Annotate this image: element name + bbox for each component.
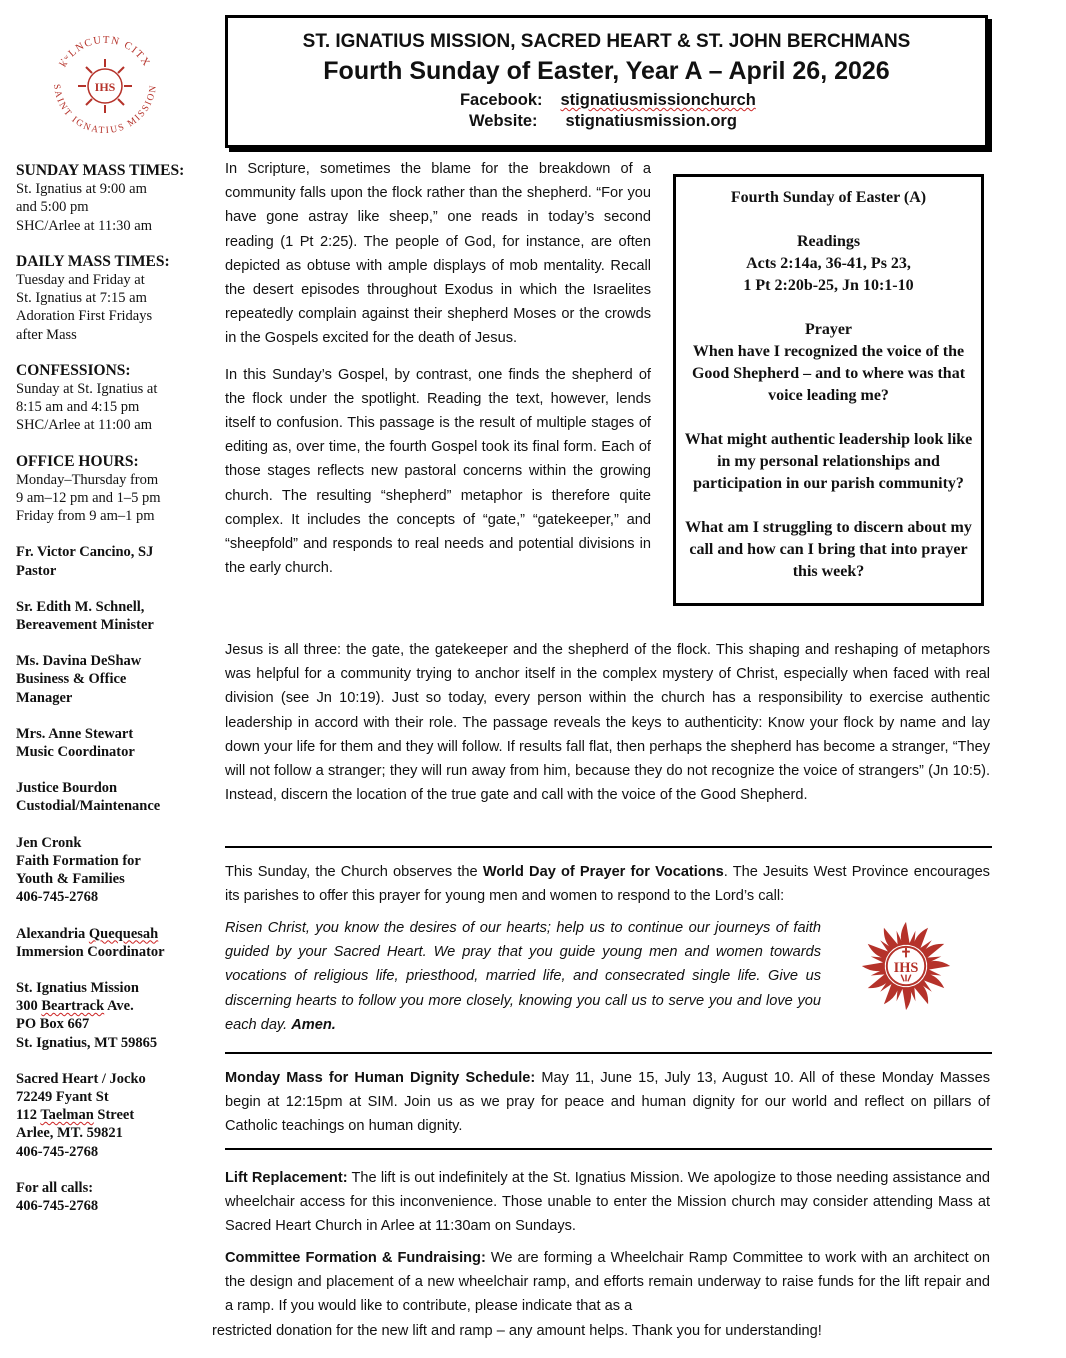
website-link[interactable]: stignatiusmission.org: [565, 112, 737, 130]
vocations-intro: [225, 860, 990, 908]
daily-mass-times-line: after Mass: [16, 326, 77, 343]
staff-entry-line: Justice Bourdon: [16, 780, 118, 797]
staff-entry-line: Custodial/Maintenance: [16, 798, 161, 815]
website-label: Website:: [469, 112, 538, 130]
divider: [225, 1148, 992, 1150]
sun-ray: [901, 922, 910, 945]
monday-mass-label: Monday Mass for Human Dignity Schedule:: [225, 1070, 536, 1086]
logo-ring-top: k̓ʷLNCUTN CITX: [57, 34, 153, 70]
sunday-mass-times-line: and 5:00 pm: [16, 199, 89, 216]
sunday-mass-times-line: St. Ignatius at 9:00 am: [16, 181, 147, 198]
staff-entry: [16, 779, 206, 815]
staff-entry-line: 406-745-2768: [16, 889, 99, 906]
parishes-title: ST. IGNATIUS MISSION, SACRED HEART & ST. JOHN BERCHMANS: [302, 31, 911, 52]
sacred-heart-address-line: Arlee, MT. 59821: [16, 1125, 123, 1142]
staff-entry-line: Bereavement Minister: [16, 617, 154, 634]
sun-ray: [902, 987, 911, 1010]
header-box: [225, 15, 988, 148]
reflection-paragraph-1: In Scripture, sometimes the blame for the breakdown of a community falls upon the flock rather than the shepherd. “For you have gone astray like sheep,” one reads in today’s second reading (1 Pt 2:25). The people of God, for instance, are often depicted as obtuse with ample displays of mob mentality. Recall the desert episodes throughout Exodus in which the Israelites repeatedly complain against their shepherd Moses or the crowds in the Gospels excited for the death of Jesus.: [225, 161, 651, 347]
facebook-link[interactable]: stignatiusmissionchurch: [560, 91, 756, 109]
committee-label: Committee Formation & Fundraising:: [225, 1250, 486, 1266]
daily-mass-times-line: St. Ignatius at 7:15 am: [16, 290, 147, 307]
prayer-amen: Amen.: [291, 1016, 336, 1033]
readings-box: [673, 174, 984, 606]
sacred-heart-address-line: 406-745-2768: [16, 1143, 99, 1160]
office-hours-line: Monday–Thursday from: [16, 471, 159, 488]
committee-last-line: restricted donation for the new lift and ramp – any amount helps. Thank you for understanding!: [212, 1322, 822, 1339]
staff-entry-line: Ms. Davina DeShaw: [16, 653, 142, 670]
logo-ring-bottom: SAINT IGNATIUS MISSION: [50, 83, 160, 137]
divider: [225, 1052, 992, 1054]
sacred-heart-address: [16, 1070, 206, 1161]
sunday-mass-times-title: SUNDAY MASS TIMES:: [16, 162, 185, 179]
readings-line-2: 1 Pt 2:20b-25, Jn 10:1-10: [743, 277, 914, 294]
vocations-prayer-text: Risen Christ, you know the desires of our hearts; help us to continue our journeys of faith guided by your Sacred Heart. We pray that you guide young men and women towards vocations of religious life, priesthood, married life, and consecrated single life. Give us discerning hearts to follow you more closely, knowing you call us to serve you and love you each day.: [225, 920, 821, 1033]
mission-address-line: St. Ignatius, MT 59865: [16, 1034, 158, 1051]
staff-entry-line: Faith Formation for: [16, 852, 141, 869]
staff-entry-line: Pastor: [16, 562, 57, 579]
staff-entry-line: Youth & Families: [16, 871, 125, 888]
office-hours-title: OFFICE HOURS:: [16, 452, 139, 470]
calls-info-line: For all calls:: [16, 1179, 94, 1196]
sunday-mass-times-line: SHC/Arlee at 11:30 am: [16, 217, 152, 234]
mission-address-line: St. Ignatius Mission: [16, 979, 139, 996]
staff-entry-line: Alexandria Quequesah: [16, 925, 159, 942]
committee-text: We are forming a Wheelchair Ramp Committee to work with an architect on the design and placement of a new wheelchair ramp, and efforts remain underway to raise funds for the lift repair and a ramp. If you would like to contribute, please indicate that as a: [225, 1250, 991, 1315]
vocations-intro-text: This Sunday, the Church observes the: [225, 864, 483, 880]
emblem-monogram: IHS: [893, 959, 919, 976]
reflection-paragraph-2: In this Sunday’s Gospel, by contrast, one finds the shepherd of the flock under the spotlight. Reading the text, however, lends itself to confusion. This passage is the result of multiple stages of editing as, over time, the fourth Gospel took its final form. Each of those stages reflects new pastoral concerns within the growing church. The resulting “shepherd” metaphor is therefore quite complex. It includes the concepts of “gate,” “gatekeeper,” and “sheepfold” and responds to real needs and potential divisions in the early church.: [225, 366, 651, 577]
staff-entry: [16, 925, 206, 961]
staff-entry-line: Business & Office: [16, 671, 127, 688]
prayer-label: Prayer: [804, 321, 853, 338]
reflection-question-1: When have I recognized the voice of the Good Shepherd – and to where was that voice leading me?: [691, 343, 966, 404]
sacred-heart-address-line: Sacred Heart / Jocko: [16, 1070, 146, 1087]
confessions-line: SHC/Arlee at 11:00 am: [16, 417, 152, 434]
monday-mass-text: May 11, June 15, July 13, August 10. All of these Monday Masses begin at 12:15pm at SIM. Join us as we pray for peace and human dignity for our world and reflect on pillars of Catholic teachings on human dignity.: [225, 1070, 990, 1135]
calls-info: [16, 1179, 206, 1215]
office-hours: [16, 453, 206, 526]
page-title: Fourth Sunday of Easter, Year A – April 26, 2026: [323, 57, 890, 85]
lift-text: The lift is out indefinitely at the St. Ignatius Mission. We apologize to those needing assistance and wheelchair access for this inconvenience. Those unable to enter the Mission church may consider attending Mass at Sacred Heart Church in Arlee at 11:30am on Sundays.: [225, 1170, 991, 1235]
vocations-prayer: [225, 916, 821, 1037]
sun-ray: [862, 962, 885, 971]
office-hours-line: Friday from 9 am–1 pm: [16, 508, 155, 525]
daily-mass-times-line: Adoration First Fridays: [16, 308, 153, 325]
sun-ray: [912, 925, 931, 949]
sun-ray: [865, 941, 889, 960]
mission-address-line: 300 Beartrack Ave.: [16, 998, 134, 1015]
reflection-intro: [225, 157, 651, 580]
ihs-seal-icon: [40, 20, 170, 150]
mission-address: [16, 979, 206, 1052]
readings-label: Readings: [796, 233, 861, 250]
staff-entry-line: Sr. Edith M. Schnell,: [16, 598, 145, 615]
staff-entry: [16, 725, 206, 761]
sun-ray: [927, 961, 950, 970]
logo-monogram: IHS: [94, 80, 116, 94]
confessions-title: CONFESSIONS:: [16, 361, 131, 379]
staff-entry: [16, 834, 206, 907]
staff-entry-line: Manager: [16, 689, 73, 706]
staff-entry: [16, 652, 206, 707]
daily-mass-times: [16, 253, 206, 344]
jesuit-ihs-sun-icon: [858, 918, 954, 1014]
lift-label: Lift Replacement:: [225, 1170, 348, 1186]
reflection-question-3: What am I struggling to discern about my call and how can I bring that into prayer this week?: [685, 519, 972, 580]
readings-line-1: Acts 2:14a, 36-41, Ps 23,: [746, 255, 911, 272]
sun-ray: [881, 982, 900, 1006]
daily-mass-times-line: Tuesday and Friday at: [16, 272, 145, 289]
reflection-question-2: What might authentic leadership look like in my personal relationships and participation in our parish community?: [684, 431, 973, 492]
confessions: [16, 362, 206, 435]
vocations-day-name: World Day of Prayer for Vocations: [482, 864, 724, 880]
lift-notice: [225, 1166, 990, 1239]
staff-entry-line: Music Coordinator: [16, 744, 135, 761]
staff-entry-line: Jen Cronk: [16, 834, 82, 851]
reflection-paragraph-3: Jesus is all three: the gate, the gatekeeper and the shepherd of the flock. This shaping and reshaping of metaphors was helpful for a community trying to anchor itself in the complex mystery of Christ, especially when faced with real division (see Jn 10:19). Just so today, every person within the church has a responsibility to exercise authentic leadership in accord with their role. The passage reveals the keys to authenticity: Know your flock by name and lay down your life for them and they will follow. If results fall flat, then perhaps the shepherd has become a stranger, “They will not follow a stranger; they will run away from him, because they do not recognize the voice of strangers” (Jn 10:5). Instead, discern the location of the true gate and call with the voice of the Good Shepherd.: [225, 642, 990, 804]
staff-entry: [16, 543, 206, 579]
sacred-heart-address-line: 72249 Fyant St: [16, 1088, 109, 1105]
sidebar: [16, 162, 206, 1233]
readings-box-title: Fourth Sunday of Easter (A): [730, 189, 927, 206]
staff-entry-line: Fr. Victor Cancino, SJ: [16, 544, 154, 561]
staff-entry-line: Immersion Coordinator: [16, 943, 165, 960]
sun-ray: [922, 972, 946, 991]
confessions-line: Sunday at St. Ignatius at: [16, 381, 158, 398]
divider: [225, 846, 992, 848]
mission-address-line: PO Box 667: [16, 1016, 90, 1033]
confessions-line: 8:15 am and 4:15 pm: [16, 399, 140, 416]
office-hours-line: 9 am–12 pm and 1–5 pm: [16, 490, 161, 507]
staff-entry: [16, 598, 206, 634]
sacred-heart-address-line: 112 Taelman Street: [16, 1107, 135, 1124]
vocations-intro-text-end: . The Jesuits West Province encourages its parishes to offer this prayer for young men and women to respond to the Lord’s call:: [225, 864, 990, 905]
facebook-label: Facebook:: [459, 91, 543, 109]
monday-mass-notice: [225, 1066, 990, 1139]
sunday-mass-times: [16, 162, 206, 235]
calls-info-line: 406-745-2768: [16, 1197, 99, 1214]
committee-notice: [212, 1246, 991, 1343]
daily-mass-times-title: DAILY MASS TIMES:: [16, 252, 170, 270]
staff-entry-line: Mrs. Anne Stewart: [16, 725, 134, 742]
